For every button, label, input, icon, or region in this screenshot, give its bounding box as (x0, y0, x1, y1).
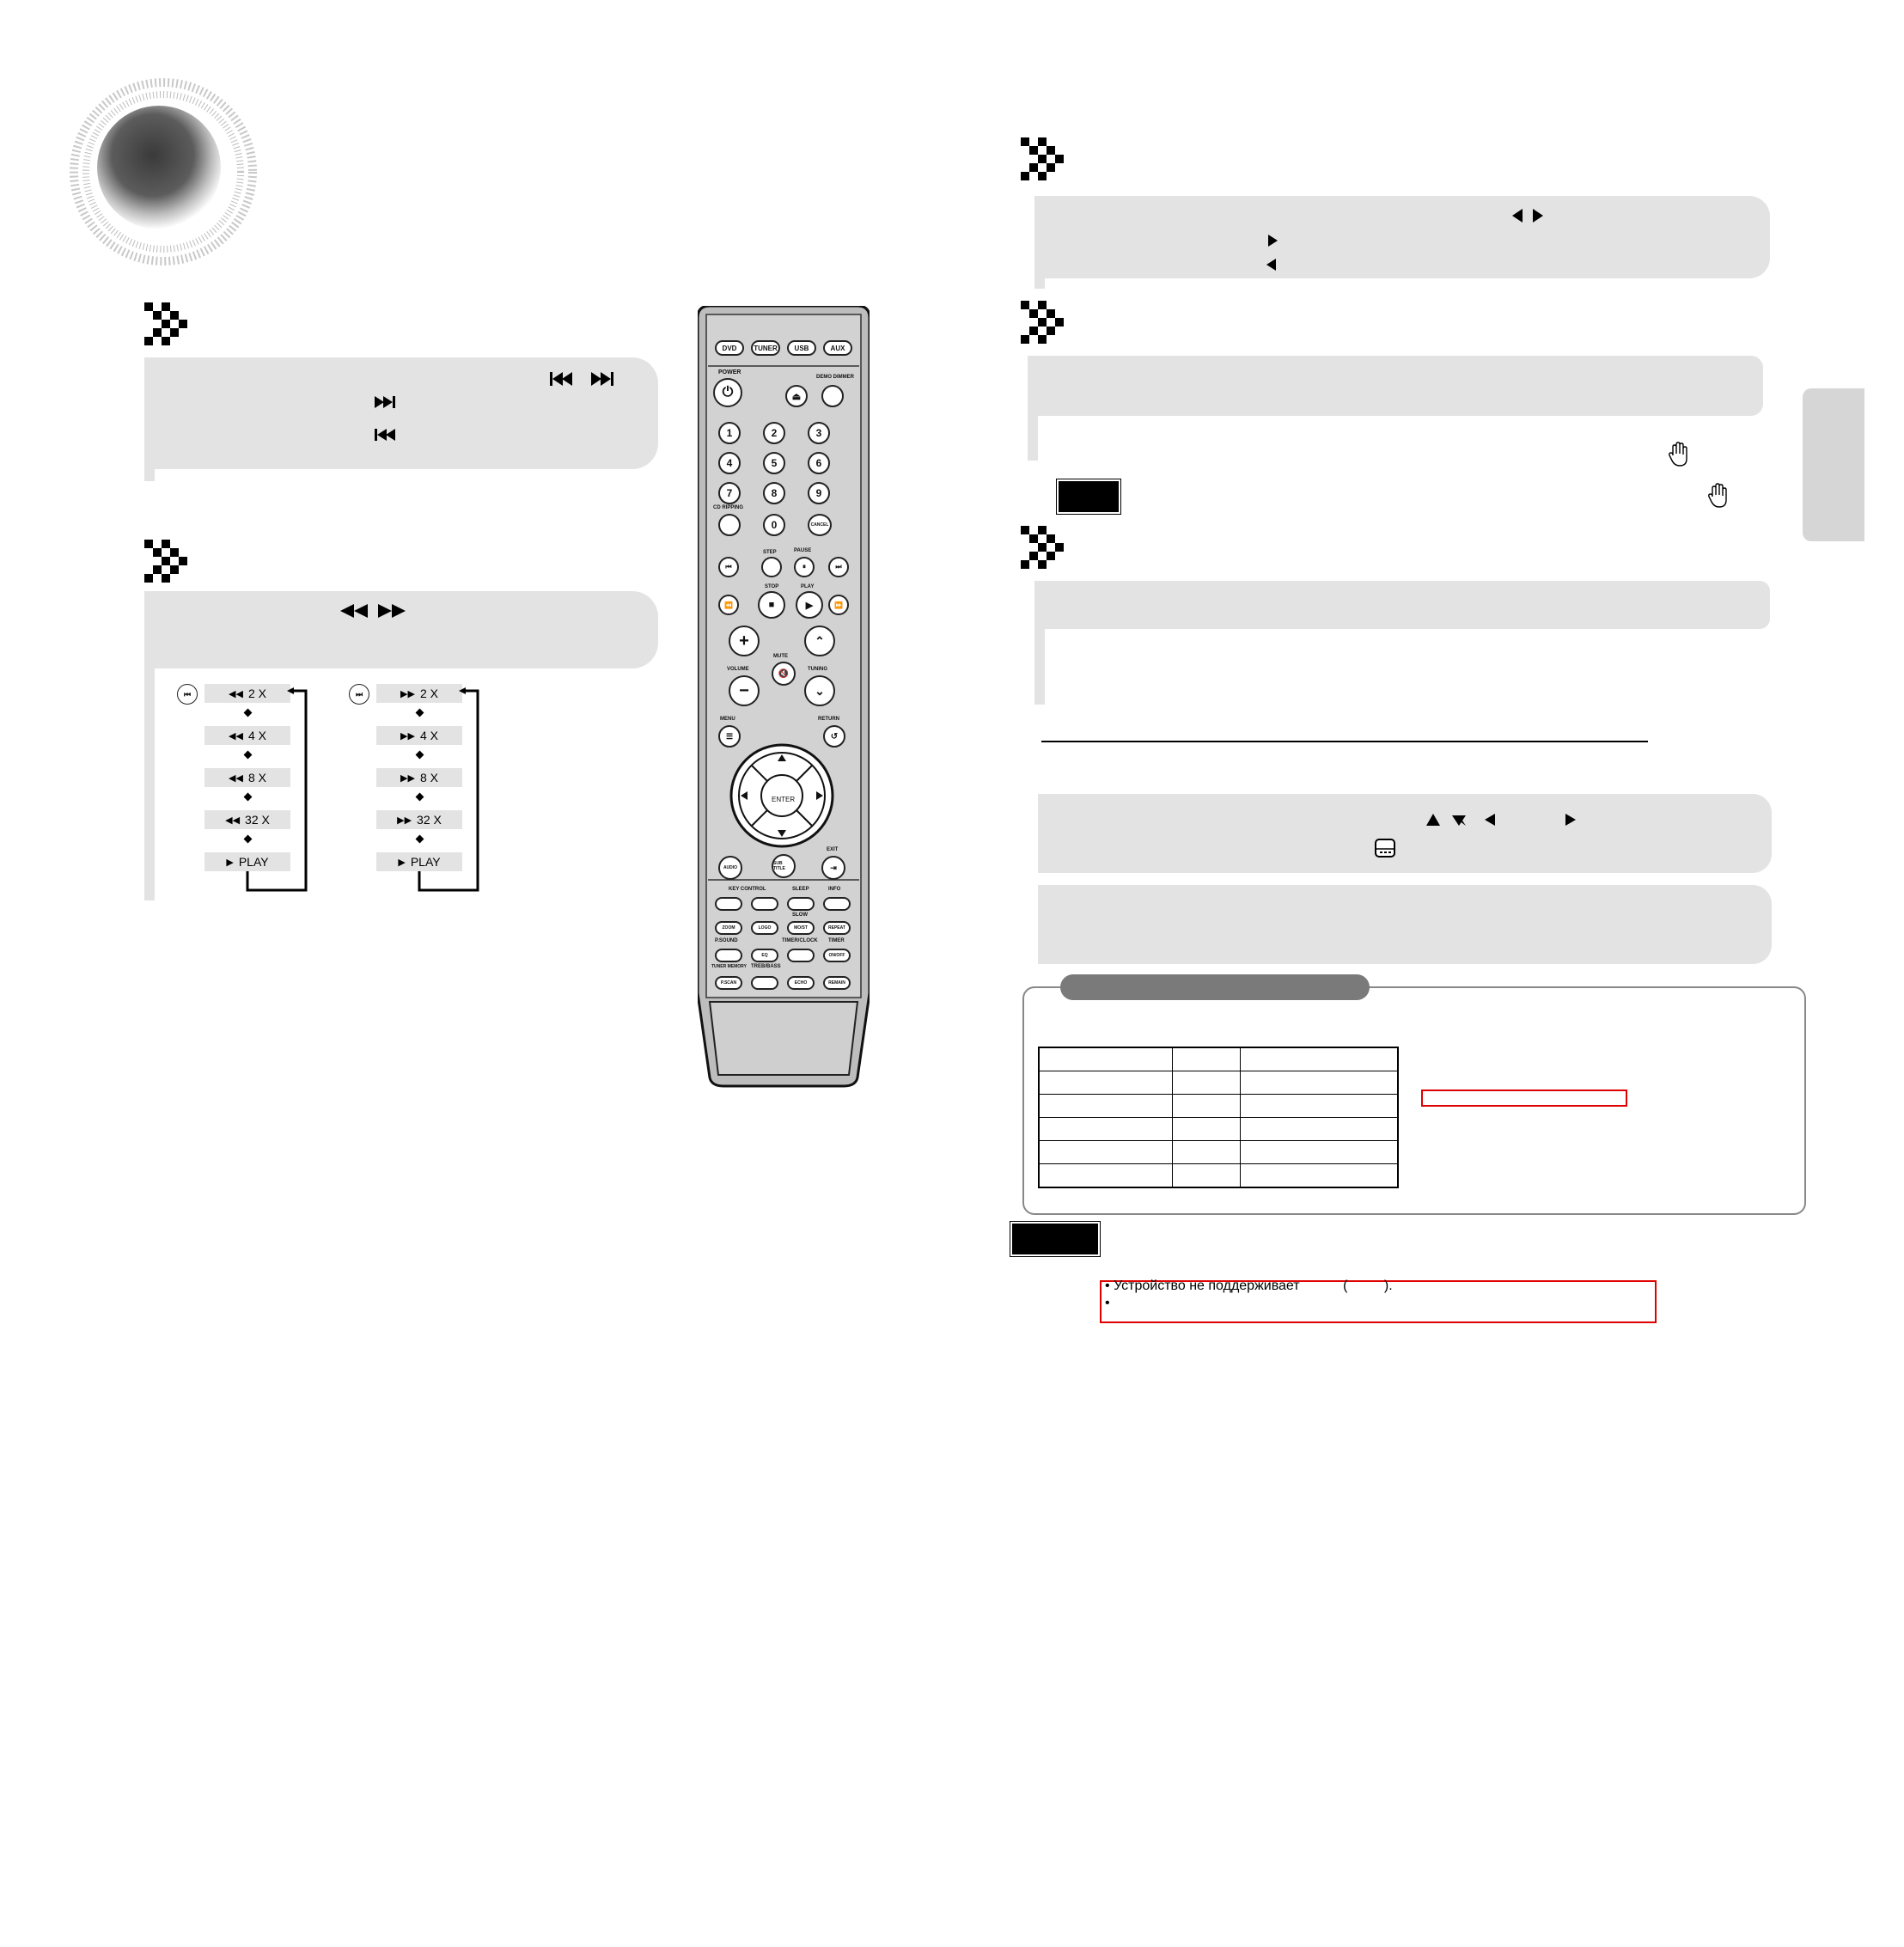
rewind-forward-icon (340, 603, 409, 619)
p-sound-button[interactable] (715, 949, 742, 962)
section-marker-icon (1021, 137, 1081, 182)
table-cell (1039, 1141, 1173, 1164)
table-cell (1173, 1095, 1241, 1118)
slow-label: SLOW (792, 912, 808, 918)
rewind-speed-2x: ◀◀ 2 X (204, 684, 290, 703)
table-row (1039, 1071, 1398, 1095)
hand-icon (1708, 483, 1729, 509)
table-row (1039, 1047, 1398, 1071)
skip-prev-icon (375, 428, 404, 442)
table-cell (1173, 1141, 1241, 1164)
rewind-speed-8x: ◀◀ 8 X (204, 768, 290, 787)
forward-speed-32x: ▶▶ 32 X (376, 810, 462, 829)
logo-button[interactable]: LOGO (751, 921, 778, 935)
dvd-button[interactable]: DVD (715, 340, 744, 356)
instruction-panel-bar (1034, 629, 1045, 705)
table-cell (1039, 1047, 1173, 1071)
sleep-label: SLEEP (792, 887, 809, 892)
play-button[interactable]: ▶ (796, 591, 823, 619)
instruction-panel (1038, 885, 1772, 964)
instruction-panel (1034, 196, 1770, 278)
repeat-button[interactable]: REPEAT (823, 921, 851, 935)
table-cell (1039, 1164, 1173, 1188)
info-box-header-tab (1060, 974, 1370, 1000)
echo-button[interactable]: ECHO (787, 976, 815, 990)
exit-button[interactable]: ⇥ (821, 856, 845, 880)
exit-label: EXIT (827, 847, 839, 852)
timer-on-off-button[interactable]: ON/OFF (823, 949, 851, 962)
usb-button[interactable]: USB (787, 340, 816, 356)
aux-button[interactable]: AUX (823, 340, 852, 356)
instruction-panel-bar (1028, 416, 1038, 461)
remain-button[interactable]: REMAIN (823, 976, 851, 990)
spec-table (1038, 1047, 1399, 1188)
demo-dimmer-label: DEMO DIMMER (816, 375, 854, 380)
note-line-2 (1105, 1296, 1110, 1311)
number-button-0[interactable]: 0 (763, 514, 785, 536)
right-arrow-icon (1268, 234, 1278, 247)
number-button-7[interactable]: 7 (718, 482, 741, 504)
rewind-speed-play: ▶ PLAY (204, 852, 290, 871)
table-cell (1173, 1047, 1241, 1071)
instruction-panel (1028, 356, 1763, 416)
number-button-9[interactable]: 9 (808, 482, 830, 504)
skip-prev-next-icon (550, 371, 627, 387)
forward-speed-2x: ▶▶ 2 X (376, 684, 462, 703)
timer-clock-button[interactable] (787, 949, 815, 962)
arrow-icon (1426, 813, 1586, 828)
table-row (1039, 1095, 1398, 1118)
table-cell (1173, 1071, 1241, 1095)
return-label: RETURN (818, 717, 839, 722)
instruction-panel (1034, 581, 1770, 629)
table-cell (1241, 1141, 1399, 1164)
rewind-speed-32x: ◀◀ 32 X (204, 810, 290, 829)
section-divider-line (1041, 741, 1648, 742)
rewind-speed-4x: ◀◀ 4 X (204, 726, 290, 745)
power-label: POWER (718, 369, 741, 375)
pause-button[interactable]: ⏸ (794, 557, 815, 577)
rewind-button[interactable]: ⏪ (718, 595, 739, 615)
volume-down-button[interactable]: − (729, 675, 760, 706)
number-button-8[interactable]: 8 (763, 482, 785, 504)
timer-label: TIMER (828, 938, 845, 943)
info-button[interactable] (823, 897, 851, 911)
section-marker-icon (1021, 301, 1081, 345)
forward-speed-4x: ▶▶ 4 X (376, 726, 462, 745)
tuner-memory-label: TUNER MEMORY (711, 964, 747, 969)
eq-button[interactable]: EQ (751, 949, 778, 962)
forward-button-icon: ⏭ (349, 684, 369, 705)
bullet: • (1105, 1296, 1110, 1310)
skip-panel-bar (144, 469, 155, 481)
timer-clock-label: TIMER/CLOCK (782, 938, 818, 943)
table-cell (1241, 1047, 1399, 1071)
pause-label: PAUSE (794, 548, 812, 553)
bullet: • (1105, 1279, 1110, 1293)
step-button[interactable] (761, 557, 782, 577)
table-row (1039, 1141, 1398, 1164)
mo-st-button[interactable]: MO/ST (787, 921, 815, 935)
mute-label: MUTE (773, 654, 788, 659)
table-cell (1241, 1164, 1399, 1188)
cancel-button[interactable]: CANCEL (808, 514, 832, 536)
rewind-loop-line (241, 687, 309, 894)
speaker-disc-logo (69, 77, 258, 266)
section-side-tab (1803, 388, 1864, 541)
number-button-5[interactable]: 5 (763, 452, 785, 474)
skip-next-button[interactable]: ⏭ (828, 557, 849, 577)
section-marker-icon (1021, 526, 1081, 571)
skip-next-icon (375, 395, 404, 409)
p-sound-label: P.SOUND (715, 938, 738, 943)
stop-button[interactable]: ■ (758, 591, 785, 619)
search-panel-bar (144, 668, 155, 900)
tuning-down-button[interactable]: ⌄ (804, 675, 835, 706)
forward-loop-line (412, 687, 481, 894)
left-arrow-icon (1266, 258, 1277, 272)
sleep-button[interactable] (787, 897, 815, 911)
table-cell (1173, 1118, 1241, 1141)
cd-ripping-button[interactable] (718, 514, 741, 536)
note-text: Устройство не поддерживает (1114, 1279, 1300, 1293)
navigation-instruction-panel (1038, 794, 1772, 873)
note-badge (1010, 1222, 1100, 1256)
tuner-button[interactable]: TUNER (751, 340, 780, 356)
forward-speed-play: ▶ PLAY (376, 852, 462, 871)
enter-label[interactable]: ENTER (772, 796, 796, 803)
paren-close: ). (1383, 1279, 1393, 1293)
highlight-frame (1421, 1089, 1627, 1107)
section-marker-icon (144, 302, 204, 347)
table-row (1039, 1164, 1398, 1188)
step-label: STEP (763, 550, 777, 555)
table-cell (1039, 1118, 1173, 1141)
treb-bass-label: TREB/BASS (751, 964, 781, 969)
table-cell (1241, 1118, 1399, 1141)
tuning-label: TUNING (808, 667, 827, 672)
volume-label: VOLUME (727, 667, 749, 672)
tuning-up-button[interactable]: ⌃ (804, 626, 835, 656)
key-sharp-button[interactable] (751, 897, 778, 911)
subtitle-icon (1375, 839, 1395, 858)
skip-prev-button[interactable]: ⏮ (718, 557, 739, 577)
table-cell (1241, 1095, 1399, 1118)
note-badge (1057, 479, 1120, 514)
info-label: INFO (828, 887, 841, 892)
paren-open: ( (1343, 1279, 1348, 1293)
table-cell (1039, 1095, 1173, 1118)
number-button-1[interactable]: 1 (718, 422, 741, 444)
stop-label: STOP (765, 584, 779, 589)
note-line-1 (1105, 1279, 1393, 1294)
subtitle-button[interactable]: SUB TITLE (772, 854, 796, 878)
forward-speed-8x: ▶▶ 8 X (376, 768, 462, 787)
menu-label: MENU (720, 717, 735, 722)
table-cell (1173, 1164, 1241, 1188)
eject-button[interactable]: ⏏ (785, 385, 808, 407)
menu-button[interactable]: ☰ (718, 725, 741, 748)
audio-button[interactable]: AUDIO (718, 856, 742, 880)
hand-icon (1669, 442, 1689, 467)
table-cell (1039, 1071, 1173, 1095)
remote-control (698, 306, 870, 1088)
volume-up-button[interactable]: + (729, 626, 760, 656)
left-right-arrow-icon (1512, 208, 1543, 223)
section-marker-icon (144, 540, 204, 584)
p-scan-button[interactable]: P.SCAN (715, 976, 742, 990)
zoom-button[interactable]: ZOOM (715, 921, 742, 935)
demo-dimmer-button[interactable] (821, 385, 844, 407)
number-button-2[interactable]: 2 (763, 422, 785, 444)
power-button[interactable]: ⏻ (713, 378, 742, 407)
number-button-4[interactable]: 4 (718, 452, 741, 474)
table-row (1039, 1118, 1398, 1141)
forward-button[interactable]: ⏩ (828, 595, 849, 615)
instruction-panel-bar (1034, 278, 1045, 289)
key-flat-button[interactable] (715, 897, 742, 911)
cd-ripping-label: CD RIPPING (713, 505, 744, 510)
return-button[interactable]: ↺ (823, 725, 845, 748)
table-cell (1241, 1071, 1399, 1095)
number-button-6[interactable]: 6 (808, 452, 830, 474)
key-control-label: KEY CONTROL (729, 887, 766, 892)
treb-bass-button[interactable] (751, 976, 778, 990)
number-button-3[interactable]: 3 (808, 422, 830, 444)
rewind-button-icon: ⏮ (177, 684, 198, 705)
play-label: PLAY (801, 584, 815, 589)
mute-button[interactable]: 🔇 (772, 662, 796, 686)
